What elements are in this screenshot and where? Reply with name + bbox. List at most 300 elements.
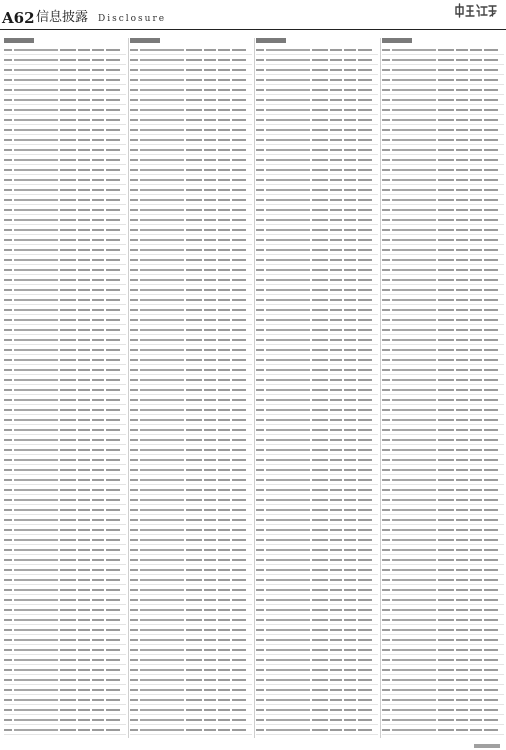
unreadable-text-placeholder bbox=[60, 579, 76, 581]
unreadable-text-placeholder bbox=[392, 569, 436, 571]
table-row bbox=[256, 595, 378, 605]
unreadable-text-placeholder bbox=[484, 119, 498, 121]
unreadable-text-placeholder bbox=[106, 169, 120, 171]
unreadable-text-placeholder bbox=[470, 649, 482, 651]
unreadable-text-placeholder bbox=[106, 709, 120, 711]
unreadable-text-placeholder bbox=[14, 499, 58, 501]
table-row bbox=[382, 725, 504, 735]
unreadable-text-placeholder bbox=[92, 509, 104, 511]
unreadable-text-placeholder bbox=[344, 729, 356, 731]
unreadable-text-placeholder bbox=[312, 279, 328, 281]
unreadable-text-placeholder bbox=[392, 159, 436, 161]
unreadable-text-placeholder bbox=[218, 419, 230, 421]
unreadable-text-placeholder bbox=[266, 549, 310, 551]
unreadable-text-placeholder bbox=[266, 589, 310, 591]
unreadable-text-placeholder bbox=[14, 219, 58, 221]
unreadable-text-placeholder bbox=[382, 109, 390, 111]
unreadable-text-placeholder bbox=[140, 119, 184, 121]
unreadable-text-placeholder bbox=[256, 309, 264, 311]
table-row bbox=[4, 565, 126, 575]
unreadable-text-placeholder bbox=[382, 589, 390, 591]
unreadable-text-placeholder bbox=[106, 379, 120, 381]
unreadable-text-placeholder bbox=[330, 49, 342, 51]
unreadable-text-placeholder bbox=[204, 299, 216, 301]
unreadable-text-placeholder bbox=[60, 239, 76, 241]
unreadable-text-placeholder bbox=[438, 149, 454, 151]
unreadable-text-placeholder bbox=[14, 569, 58, 571]
unreadable-text-placeholder bbox=[106, 539, 120, 541]
unreadable-text-placeholder bbox=[330, 369, 342, 371]
unreadable-text-placeholder bbox=[204, 289, 216, 291]
unreadable-text-placeholder bbox=[470, 169, 482, 171]
unreadable-text-placeholder bbox=[330, 309, 342, 311]
unreadable-text-placeholder bbox=[330, 469, 342, 471]
unreadable-text-placeholder bbox=[60, 729, 76, 731]
unreadable-text-placeholder bbox=[78, 459, 90, 461]
unreadable-text-placeholder bbox=[358, 679, 372, 681]
unreadable-text-placeholder bbox=[106, 149, 120, 151]
unreadable-text-placeholder bbox=[232, 69, 246, 71]
unreadable-text-placeholder bbox=[218, 549, 230, 551]
unreadable-text-placeholder bbox=[130, 359, 138, 361]
unreadable-text-placeholder bbox=[92, 79, 104, 81]
column-header-placeholder bbox=[130, 38, 160, 43]
unreadable-text-placeholder bbox=[78, 289, 90, 291]
table-row bbox=[382, 355, 504, 365]
unreadable-text-placeholder bbox=[60, 179, 76, 181]
unreadable-text-placeholder bbox=[484, 489, 498, 491]
unreadable-text-placeholder bbox=[382, 659, 390, 661]
unreadable-text-placeholder bbox=[14, 619, 58, 621]
unreadable-text-placeholder bbox=[218, 409, 230, 411]
unreadable-text-placeholder bbox=[330, 289, 342, 291]
unreadable-text-placeholder bbox=[186, 319, 202, 321]
unreadable-text-placeholder bbox=[358, 169, 372, 171]
unreadable-text-placeholder bbox=[130, 579, 138, 581]
unreadable-text-placeholder bbox=[204, 679, 216, 681]
unreadable-text-placeholder bbox=[266, 399, 310, 401]
unreadable-text-placeholder bbox=[92, 139, 104, 141]
unreadable-text-placeholder bbox=[256, 69, 264, 71]
unreadable-text-placeholder bbox=[92, 559, 104, 561]
table-row bbox=[4, 515, 126, 525]
unreadable-text-placeholder bbox=[266, 49, 310, 51]
unreadable-text-placeholder bbox=[232, 439, 246, 441]
unreadable-text-placeholder bbox=[344, 149, 356, 151]
unreadable-text-placeholder bbox=[266, 249, 310, 251]
table-row bbox=[130, 455, 252, 465]
table-row bbox=[256, 125, 378, 135]
unreadable-text-placeholder bbox=[4, 299, 12, 301]
unreadable-text-placeholder bbox=[140, 209, 184, 211]
unreadable-text-placeholder bbox=[392, 79, 436, 81]
unreadable-text-placeholder bbox=[344, 389, 356, 391]
unreadable-text-placeholder bbox=[106, 729, 120, 731]
disclosure-columns bbox=[4, 38, 502, 738]
unreadable-text-placeholder bbox=[470, 589, 482, 591]
table-row bbox=[256, 705, 378, 715]
unreadable-text-placeholder bbox=[256, 269, 264, 271]
table-row bbox=[382, 535, 504, 545]
unreadable-text-placeholder bbox=[60, 99, 76, 101]
unreadable-text-placeholder bbox=[78, 309, 90, 311]
unreadable-text-placeholder bbox=[484, 499, 498, 501]
unreadable-text-placeholder bbox=[470, 319, 482, 321]
table-row bbox=[130, 145, 252, 155]
table-row bbox=[382, 645, 504, 655]
unreadable-text-placeholder bbox=[130, 89, 138, 91]
unreadable-text-placeholder bbox=[392, 519, 436, 521]
unreadable-text-placeholder bbox=[456, 409, 468, 411]
unreadable-text-placeholder bbox=[330, 139, 342, 141]
unreadable-text-placeholder bbox=[330, 79, 342, 81]
unreadable-text-placeholder bbox=[106, 429, 120, 431]
unreadable-text-placeholder bbox=[470, 389, 482, 391]
unreadable-text-placeholder bbox=[130, 169, 138, 171]
unreadable-text-placeholder bbox=[130, 159, 138, 161]
table-row bbox=[4, 345, 126, 355]
unreadable-text-placeholder bbox=[130, 499, 138, 501]
unreadable-text-placeholder bbox=[78, 209, 90, 211]
unreadable-text-placeholder bbox=[456, 249, 468, 251]
table-row bbox=[256, 85, 378, 95]
unreadable-text-placeholder bbox=[484, 309, 498, 311]
unreadable-text-placeholder bbox=[382, 169, 390, 171]
table-row bbox=[130, 215, 252, 225]
unreadable-text-placeholder bbox=[186, 249, 202, 251]
unreadable-text-placeholder bbox=[106, 459, 120, 461]
unreadable-text-placeholder bbox=[312, 729, 328, 731]
unreadable-text-placeholder bbox=[92, 419, 104, 421]
unreadable-text-placeholder bbox=[14, 459, 58, 461]
unreadable-text-placeholder bbox=[256, 669, 264, 671]
unreadable-text-placeholder bbox=[78, 629, 90, 631]
unreadable-text-placeholder bbox=[484, 279, 498, 281]
unreadable-text-placeholder bbox=[232, 659, 246, 661]
unreadable-text-placeholder bbox=[392, 309, 436, 311]
unreadable-text-placeholder bbox=[232, 299, 246, 301]
table-row bbox=[382, 685, 504, 695]
unreadable-text-placeholder bbox=[186, 599, 202, 601]
unreadable-text-placeholder bbox=[204, 359, 216, 361]
unreadable-text-placeholder bbox=[232, 239, 246, 241]
unreadable-text-placeholder bbox=[204, 469, 216, 471]
unreadable-text-placeholder bbox=[256, 359, 264, 361]
unreadable-text-placeholder bbox=[344, 619, 356, 621]
unreadable-text-placeholder bbox=[392, 669, 436, 671]
table-row bbox=[256, 305, 378, 315]
unreadable-text-placeholder bbox=[14, 489, 58, 491]
unreadable-text-placeholder bbox=[106, 389, 120, 391]
unreadable-text-placeholder bbox=[438, 329, 454, 331]
unreadable-text-placeholder bbox=[78, 189, 90, 191]
unreadable-text-placeholder bbox=[484, 689, 498, 691]
unreadable-text-placeholder bbox=[438, 369, 454, 371]
unreadable-text-placeholder bbox=[4, 569, 12, 571]
unreadable-text-placeholder bbox=[456, 369, 468, 371]
unreadable-text-placeholder bbox=[470, 569, 482, 571]
unreadable-text-placeholder bbox=[130, 189, 138, 191]
table-row bbox=[382, 455, 504, 465]
unreadable-text-placeholder bbox=[470, 549, 482, 551]
unreadable-text-placeholder bbox=[106, 339, 120, 341]
unreadable-text-placeholder bbox=[312, 149, 328, 151]
unreadable-text-placeholder bbox=[140, 509, 184, 511]
unreadable-text-placeholder bbox=[218, 299, 230, 301]
unreadable-text-placeholder bbox=[14, 639, 58, 641]
unreadable-text-placeholder bbox=[60, 139, 76, 141]
unreadable-text-placeholder bbox=[204, 49, 216, 51]
unreadable-text-placeholder bbox=[312, 669, 328, 671]
unreadable-text-placeholder bbox=[130, 269, 138, 271]
table-row bbox=[256, 685, 378, 695]
unreadable-text-placeholder bbox=[92, 539, 104, 541]
unreadable-text-placeholder bbox=[392, 169, 436, 171]
unreadable-text-placeholder bbox=[484, 259, 498, 261]
unreadable-text-placeholder bbox=[312, 129, 328, 131]
unreadable-text-placeholder bbox=[330, 379, 342, 381]
unreadable-text-placeholder bbox=[78, 569, 90, 571]
unreadable-text-placeholder bbox=[140, 499, 184, 501]
unreadable-text-placeholder bbox=[470, 279, 482, 281]
unreadable-text-placeholder bbox=[204, 559, 216, 561]
unreadable-text-placeholder bbox=[186, 159, 202, 161]
unreadable-text-placeholder bbox=[344, 219, 356, 221]
unreadable-text-placeholder bbox=[232, 199, 246, 201]
unreadable-text-placeholder bbox=[358, 229, 372, 231]
unreadable-text-placeholder bbox=[204, 429, 216, 431]
unreadable-text-placeholder bbox=[140, 59, 184, 61]
unreadable-text-placeholder bbox=[60, 159, 76, 161]
unreadable-text-placeholder bbox=[358, 149, 372, 151]
table-row bbox=[4, 285, 126, 295]
unreadable-text-placeholder bbox=[4, 539, 12, 541]
unreadable-text-placeholder bbox=[232, 119, 246, 121]
unreadable-text-placeholder bbox=[78, 549, 90, 551]
table-row bbox=[382, 715, 504, 725]
unreadable-text-placeholder bbox=[232, 519, 246, 521]
unreadable-text-placeholder bbox=[256, 719, 264, 721]
table-row bbox=[256, 205, 378, 215]
unreadable-text-placeholder bbox=[358, 439, 372, 441]
unreadable-text-placeholder bbox=[204, 589, 216, 591]
unreadable-text-placeholder bbox=[106, 519, 120, 521]
unreadable-text-placeholder bbox=[106, 569, 120, 571]
unreadable-text-placeholder bbox=[204, 399, 216, 401]
table-row bbox=[4, 575, 126, 585]
unreadable-text-placeholder bbox=[382, 229, 390, 231]
unreadable-text-placeholder bbox=[4, 259, 12, 261]
table-row bbox=[4, 95, 126, 105]
unreadable-text-placeholder bbox=[106, 499, 120, 501]
unreadable-text-placeholder bbox=[456, 99, 468, 101]
unreadable-text-placeholder bbox=[14, 399, 58, 401]
unreadable-text-placeholder bbox=[256, 149, 264, 151]
unreadable-text-placeholder bbox=[456, 269, 468, 271]
unreadable-text-placeholder bbox=[106, 309, 120, 311]
unreadable-text-placeholder bbox=[130, 409, 138, 411]
unreadable-text-placeholder bbox=[312, 419, 328, 421]
unreadable-text-placeholder bbox=[470, 119, 482, 121]
unreadable-text-placeholder bbox=[186, 729, 202, 731]
unreadable-text-placeholder bbox=[470, 629, 482, 631]
unreadable-text-placeholder bbox=[92, 379, 104, 381]
unreadable-text-placeholder bbox=[4, 579, 12, 581]
unreadable-text-placeholder bbox=[60, 269, 76, 271]
unreadable-text-placeholder bbox=[140, 289, 184, 291]
unreadable-text-placeholder bbox=[438, 319, 454, 321]
unreadable-text-placeholder bbox=[14, 729, 58, 731]
unreadable-text-placeholder bbox=[484, 99, 498, 101]
unreadable-text-placeholder bbox=[382, 409, 390, 411]
table-row bbox=[4, 475, 126, 485]
unreadable-text-placeholder bbox=[232, 549, 246, 551]
unreadable-text-placeholder bbox=[456, 489, 468, 491]
table-row bbox=[256, 725, 378, 735]
unreadable-text-placeholder bbox=[484, 589, 498, 591]
unreadable-text-placeholder bbox=[344, 609, 356, 611]
unreadable-text-placeholder bbox=[60, 489, 76, 491]
table-row bbox=[256, 345, 378, 355]
unreadable-text-placeholder bbox=[140, 139, 184, 141]
table-row bbox=[130, 225, 252, 235]
unreadable-text-placeholder bbox=[392, 719, 436, 721]
unreadable-text-placeholder bbox=[392, 279, 436, 281]
unreadable-text-placeholder bbox=[256, 349, 264, 351]
unreadable-text-placeholder bbox=[140, 719, 184, 721]
unreadable-text-placeholder bbox=[106, 129, 120, 131]
unreadable-text-placeholder bbox=[358, 239, 372, 241]
unreadable-text-placeholder bbox=[232, 719, 246, 721]
unreadable-text-placeholder bbox=[4, 679, 12, 681]
unreadable-text-placeholder bbox=[140, 639, 184, 641]
unreadable-text-placeholder bbox=[14, 129, 58, 131]
table-row bbox=[130, 405, 252, 415]
unreadable-text-placeholder bbox=[106, 589, 120, 591]
unreadable-text-placeholder bbox=[4, 599, 12, 601]
unreadable-text-placeholder bbox=[470, 379, 482, 381]
table-row bbox=[4, 275, 126, 285]
unreadable-text-placeholder bbox=[358, 369, 372, 371]
unreadable-text-placeholder bbox=[4, 349, 12, 351]
table-row bbox=[4, 75, 126, 85]
unreadable-text-placeholder bbox=[140, 399, 184, 401]
unreadable-text-placeholder bbox=[392, 489, 436, 491]
unreadable-text-placeholder bbox=[92, 319, 104, 321]
unreadable-text-placeholder bbox=[186, 699, 202, 701]
unreadable-text-placeholder bbox=[456, 139, 468, 141]
table-row bbox=[382, 505, 504, 515]
unreadable-text-placeholder bbox=[330, 149, 342, 151]
table-row bbox=[4, 415, 126, 425]
unreadable-text-placeholder bbox=[218, 699, 230, 701]
unreadable-text-placeholder bbox=[204, 249, 216, 251]
unreadable-text-placeholder bbox=[456, 639, 468, 641]
unreadable-text-placeholder bbox=[232, 409, 246, 411]
unreadable-text-placeholder bbox=[60, 609, 76, 611]
unreadable-text-placeholder bbox=[4, 169, 12, 171]
unreadable-text-placeholder bbox=[60, 439, 76, 441]
unreadable-text-placeholder bbox=[382, 309, 390, 311]
unreadable-text-placeholder bbox=[484, 429, 498, 431]
unreadable-text-placeholder bbox=[130, 319, 138, 321]
unreadable-text-placeholder bbox=[484, 409, 498, 411]
table-row bbox=[130, 285, 252, 295]
unreadable-text-placeholder bbox=[484, 199, 498, 201]
unreadable-text-placeholder bbox=[392, 539, 436, 541]
table-row bbox=[130, 575, 252, 585]
unreadable-text-placeholder bbox=[186, 609, 202, 611]
unreadable-text-placeholder bbox=[186, 229, 202, 231]
unreadable-text-placeholder bbox=[484, 209, 498, 211]
unreadable-text-placeholder bbox=[106, 619, 120, 621]
unreadable-text-placeholder bbox=[392, 199, 436, 201]
unreadable-text-placeholder bbox=[60, 189, 76, 191]
unreadable-text-placeholder bbox=[392, 619, 436, 621]
unreadable-text-placeholder bbox=[312, 49, 328, 51]
unreadable-text-placeholder bbox=[4, 649, 12, 651]
unreadable-text-placeholder bbox=[330, 499, 342, 501]
table-row bbox=[382, 145, 504, 155]
unreadable-text-placeholder bbox=[312, 329, 328, 331]
table-row bbox=[382, 375, 504, 385]
unreadable-text-placeholder bbox=[140, 339, 184, 341]
unreadable-text-placeholder bbox=[204, 709, 216, 711]
unreadable-text-placeholder bbox=[4, 509, 12, 511]
unreadable-text-placeholder bbox=[392, 249, 436, 251]
unreadable-text-placeholder bbox=[106, 489, 120, 491]
table-row bbox=[256, 575, 378, 585]
unreadable-text-placeholder bbox=[312, 229, 328, 231]
unreadable-text-placeholder bbox=[438, 629, 454, 631]
unreadable-text-placeholder bbox=[470, 69, 482, 71]
column-1 bbox=[4, 38, 126, 738]
unreadable-text-placeholder bbox=[266, 329, 310, 331]
unreadable-text-placeholder bbox=[186, 309, 202, 311]
unreadable-text-placeholder bbox=[218, 289, 230, 291]
unreadable-text-placeholder bbox=[60, 49, 76, 51]
unreadable-text-placeholder bbox=[92, 669, 104, 671]
unreadable-text-placeholder bbox=[14, 469, 58, 471]
unreadable-text-placeholder bbox=[438, 729, 454, 731]
table-row bbox=[4, 665, 126, 675]
unreadable-text-placeholder bbox=[78, 99, 90, 101]
unreadable-text-placeholder bbox=[392, 579, 436, 581]
unreadable-text-placeholder bbox=[140, 519, 184, 521]
unreadable-text-placeholder bbox=[256, 479, 264, 481]
unreadable-text-placeholder bbox=[14, 409, 58, 411]
unreadable-text-placeholder bbox=[312, 579, 328, 581]
unreadable-text-placeholder bbox=[266, 649, 310, 651]
unreadable-text-placeholder bbox=[60, 499, 76, 501]
unreadable-text-placeholder bbox=[470, 269, 482, 271]
unreadable-text-placeholder bbox=[456, 189, 468, 191]
table-row bbox=[256, 415, 378, 425]
table-row bbox=[382, 135, 504, 145]
unreadable-text-placeholder bbox=[130, 569, 138, 571]
unreadable-text-placeholder bbox=[358, 489, 372, 491]
table-row bbox=[130, 265, 252, 275]
unreadable-text-placeholder bbox=[130, 659, 138, 661]
unreadable-text-placeholder bbox=[330, 679, 342, 681]
unreadable-text-placeholder bbox=[106, 629, 120, 631]
unreadable-text-placeholder bbox=[78, 579, 90, 581]
unreadable-text-placeholder bbox=[330, 629, 342, 631]
unreadable-text-placeholder bbox=[344, 349, 356, 351]
unreadable-text-placeholder bbox=[204, 99, 216, 101]
unreadable-text-placeholder bbox=[218, 449, 230, 451]
table-row bbox=[4, 165, 126, 175]
